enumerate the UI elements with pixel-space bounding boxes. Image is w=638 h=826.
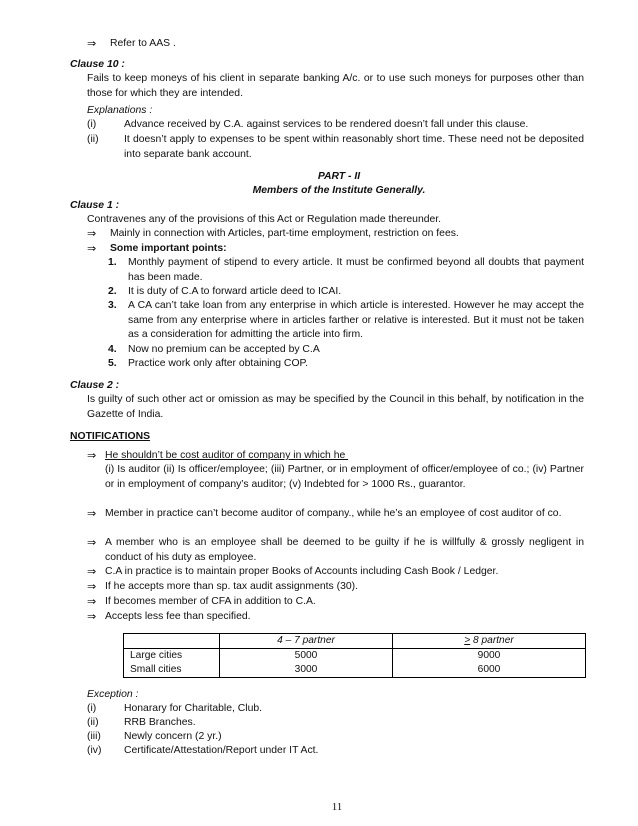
page-number: 11 bbox=[331, 801, 343, 813]
exception-num: (i) bbox=[87, 703, 97, 714]
exception-text: Honarary for Charitable, Club. bbox=[124, 703, 263, 714]
clause2-heading: Clause 2 : bbox=[70, 380, 120, 391]
point-num: 1. bbox=[108, 257, 117, 268]
arrow-icon: ⇒ bbox=[87, 595, 97, 608]
notification-body: (i) Is auditor (ii) Is officer/employee; (iii) Partner, or in employment of officer/employee of co.; (iv) Partner or in employment of company’s auditor; (v) Indebted for > 1000 Rs., guarantor. bbox=[105, 464, 584, 490]
table-corner-cell bbox=[124, 634, 220, 649]
notification-item: C.A in practice is to maintain proper Books of Accounts including Cash Book / Ledger. bbox=[105, 566, 499, 577]
point-text: Monthly payment of stipend to every article. It must be confirmed beyond all doubts that payment has been made. bbox=[128, 257, 584, 283]
point-text: Now no premium can be accepted by C.A bbox=[128, 344, 320, 355]
table-cell: 6000 bbox=[393, 663, 586, 678]
exception-num: (iii) bbox=[87, 731, 101, 742]
clause2-text: Is guilty of such other act or omission as may be specified by the Council in this behalf, by notification in the Gazette of India. bbox=[87, 394, 584, 420]
table-row bbox=[124, 663, 586, 678]
table-row-label: Large cities bbox=[124, 649, 220, 664]
explanations-heading: Explanations : bbox=[87, 105, 153, 116]
point-text: A CA can’t take loan from any enterprise in which article is interested. However he may accept the same from any enterprise where in articles farther or relative is interested. But it must not be taken as a consideration for admitting the article into firm. bbox=[128, 300, 584, 341]
exception-num: (iv) bbox=[87, 745, 102, 756]
table-row bbox=[124, 649, 586, 664]
top-line: Refer to AAS . bbox=[110, 38, 176, 49]
exception-text: Newly concern (2 yr.) bbox=[124, 731, 222, 742]
notifications-heading: NOTIFICATIONS bbox=[70, 431, 151, 442]
fee-table bbox=[123, 633, 586, 678]
point-num: 4. bbox=[108, 344, 117, 355]
clause10-heading: Clause 10 : bbox=[70, 59, 125, 70]
explanation-text: It doesn’t apply to expenses to be spent within reasonably short time. These need not be deposited into separate bank account. bbox=[124, 134, 584, 160]
clause10-text: Fails to keep moneys of his client in separate banking A/c. or to use such moneys for purposes other than those for which they are intended. bbox=[87, 73, 584, 99]
exception-text: RRB Branches. bbox=[124, 717, 196, 728]
arrow-icon: ⇒ bbox=[87, 507, 97, 520]
header-gte-text: 8 partner bbox=[470, 635, 514, 646]
exception-num: (ii) bbox=[87, 717, 99, 728]
arrow-icon: ⇒ bbox=[87, 536, 97, 549]
table-row-label: Small cities bbox=[124, 663, 220, 678]
table-cell: 3000 bbox=[220, 663, 393, 678]
notification-item: Accepts less fee than specified. bbox=[105, 611, 251, 622]
point-num: 2. bbox=[108, 286, 117, 297]
arrow-icon: ⇒ bbox=[87, 580, 97, 593]
table-header-cell: 4 – 7 partner bbox=[220, 634, 393, 649]
exception-heading: Exception : bbox=[87, 689, 139, 700]
table-header-cell bbox=[393, 634, 586, 649]
exception-text: Certificate/Attestation/Report under IT Act. bbox=[124, 745, 319, 756]
part-subtitle: Members of the Institute Generally. bbox=[252, 185, 426, 196]
notification-item: If becomes member of CFA in addition to C.A. bbox=[105, 596, 316, 607]
explanation-text: Advance received by C.A. against services to be rendered doesn’t fall under this clause. bbox=[124, 119, 529, 130]
point-text: It is duty of C.A to forward article deed to ICAI. bbox=[128, 286, 342, 297]
clause1-heading: Clause 1 : bbox=[70, 200, 120, 211]
arrow-icon: ⇒ bbox=[87, 449, 97, 462]
table-cell: 9000 bbox=[393, 649, 586, 664]
arrow-icon: ⇒ bbox=[87, 610, 97, 623]
arrow-icon: ⇒ bbox=[87, 37, 97, 50]
arrow-icon: ⇒ bbox=[87, 227, 97, 240]
arrow-icon: ⇒ bbox=[87, 242, 97, 255]
table-header-row bbox=[124, 634, 586, 649]
notification-item: Member in practice can’t become auditor of company., while he’s an employee of cost auditor of co. bbox=[105, 508, 562, 519]
header-gte-sign: > bbox=[464, 635, 471, 646]
table-cell: 5000 bbox=[220, 649, 393, 664]
explanation-num: (i) bbox=[87, 119, 97, 130]
clause1-bullet: Mainly in connection with Articles, part-time employment, restriction on fees. bbox=[110, 228, 459, 239]
arrow-icon: ⇒ bbox=[87, 565, 97, 578]
notification-item: A member who is an employee shall be deemed to be guilty if he is willfully & grossly negligent in conduct of his duty as employee. bbox=[105, 537, 584, 563]
part-title: PART - II bbox=[317, 171, 361, 182]
clause1-text: Contravenes any of the provisions of this Act or Regulation made thereunder. bbox=[87, 214, 442, 225]
explanation-num: (ii) bbox=[87, 134, 99, 145]
clause1-bullet-bold: Some important points: bbox=[110, 243, 227, 254]
point-text: Practice work only after obtaining COP. bbox=[128, 358, 308, 369]
point-num: 5. bbox=[108, 358, 117, 369]
point-num: 3. bbox=[108, 300, 117, 311]
notification-item: If he accepts more than sp. tax audit assignments (30). bbox=[105, 581, 358, 592]
notification-title: He shouldn’t be cost auditor of company in which he bbox=[105, 450, 349, 461]
